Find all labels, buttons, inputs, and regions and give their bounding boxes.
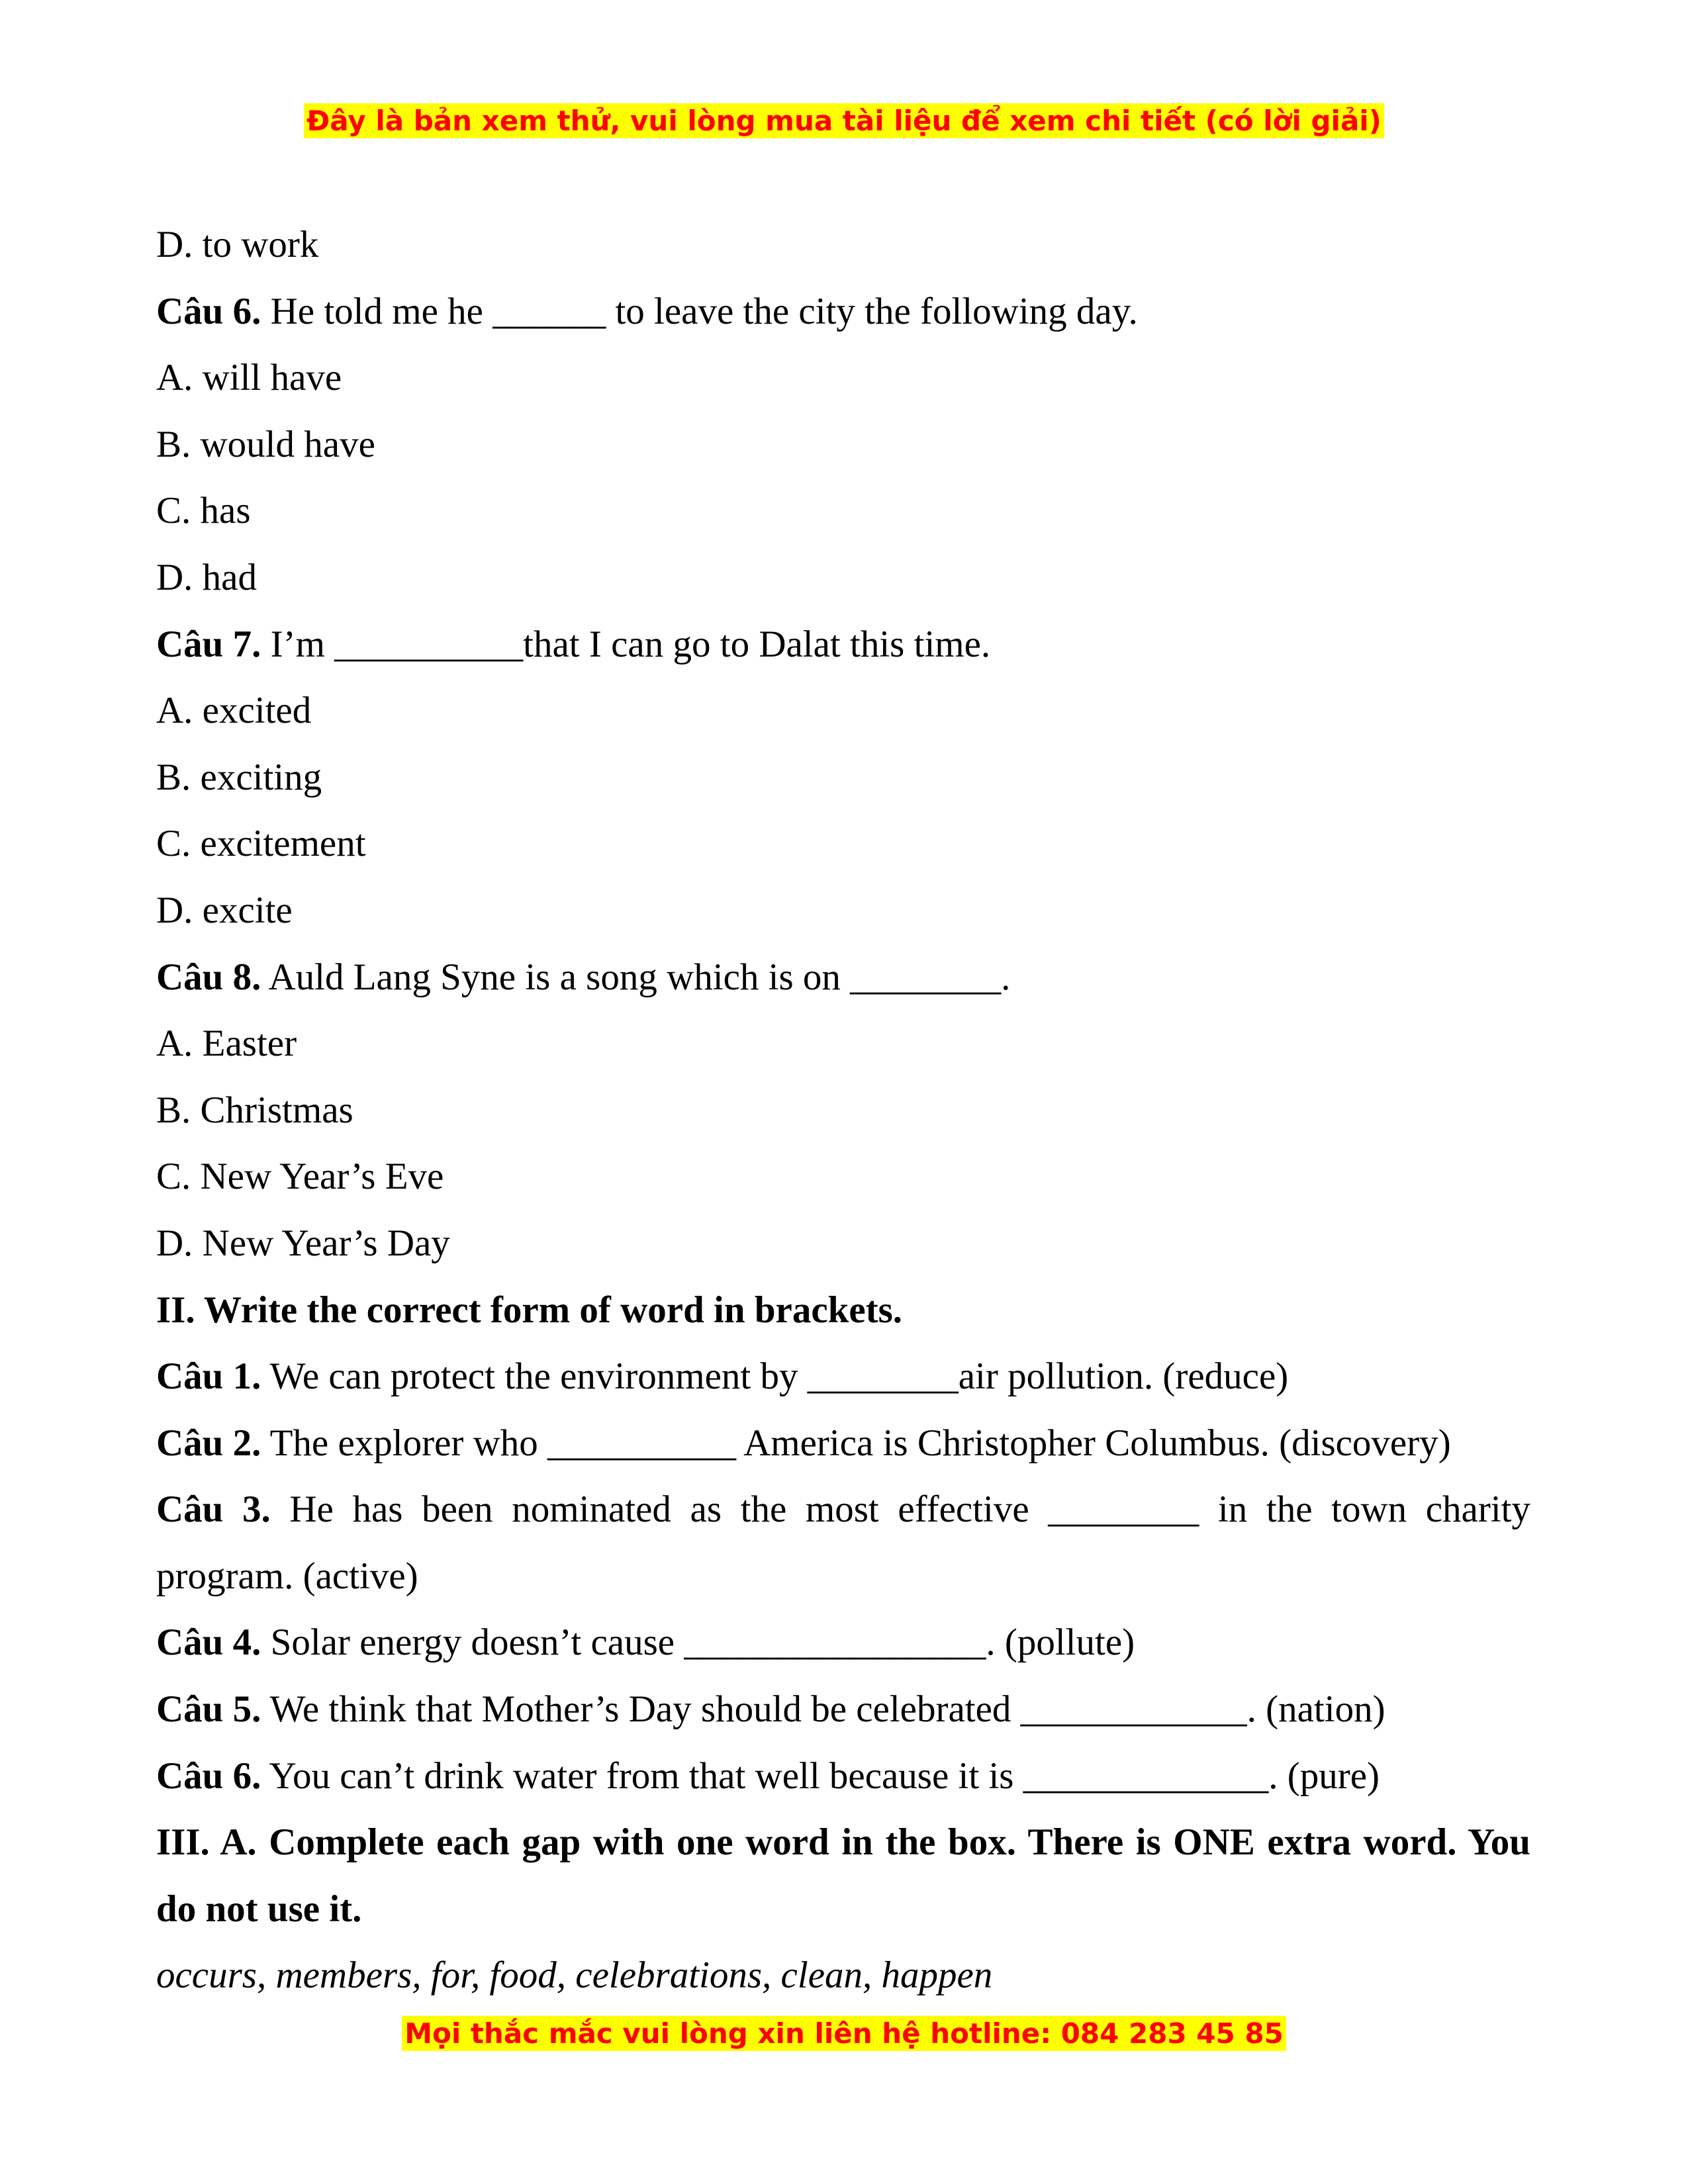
question-text: We think that Mother’s Day should be celebrated ____________. (nation)	[261, 1688, 1385, 1731]
section-2-question-1	[156, 1343, 1530, 1410]
question-label: Câu 2.	[156, 1422, 261, 1464]
section-3-heading-continued: do not use it.	[156, 1888, 362, 1930]
section-2-question-4	[156, 1610, 1530, 1676]
section-2-question-5	[156, 1676, 1530, 1743]
q8-option-c: C. New Year’s Eve	[156, 1156, 444, 1198]
question-label: Câu 8.	[156, 956, 261, 998]
hotline-notice-banner	[0, 2015, 1688, 2052]
q8-option-b: B. Christmas	[156, 1089, 353, 1131]
q6-option-b: B. would have	[156, 423, 375, 465]
q6-option-c: C. has	[156, 490, 251, 532]
question-8	[156, 944, 1530, 1011]
question-text: Auld Lang Syne is a song which is on ________.	[261, 956, 1011, 998]
document-body	[156, 212, 1530, 2009]
question-label: Câu 3.	[156, 1488, 271, 1531]
question-label: Câu 5.	[156, 1688, 261, 1731]
section-2-heading: II. Write the correct form of word in brackets.	[156, 1289, 903, 1331]
question-text: Solar energy doesn’t cause ________________. (pollute)	[261, 1621, 1135, 1664]
section-2-question-6	[156, 1743, 1530, 1810]
q8-option-d: D. New Year’s Day	[156, 1222, 450, 1264]
q7-option-a: A. excited	[156, 690, 312, 732]
question-label: Câu 1.	[156, 1355, 261, 1398]
q7-option-d: D. excite	[156, 889, 293, 931]
question-7	[156, 612, 1530, 678]
section-2-question-3-continued: program. (active)	[156, 1555, 418, 1597]
option-d-previous: D. to work	[156, 224, 319, 265]
question-text: We can protect the environment by ________air pollution. (reduce)	[261, 1355, 1289, 1398]
question-text: He has been nominated as the most effective ________ in the town charity	[270, 1488, 1530, 1531]
q7-option-b: B. exciting	[156, 756, 322, 798]
q8-option-a: A. Easter	[156, 1023, 297, 1065]
q6-option-d: D. had	[156, 556, 257, 598]
section-2-question-2	[156, 1410, 1530, 1477]
preview-notice-text: Đây là bản xem thử, vui lòng mua tài liệu để xem chi tiết (có lời giải)	[304, 103, 1384, 138]
question-label: Câu 7.	[156, 623, 261, 665]
question-text: The explorer who __________ America is Christopher Columbus. (discovery)	[261, 1422, 1451, 1464]
q6-option-a: A. will have	[156, 357, 342, 399]
question-label: Câu 6.	[156, 290, 261, 332]
question-6	[156, 279, 1530, 345]
question-label: Câu 6.	[156, 1754, 261, 1797]
preview-notice-banner	[0, 103, 1688, 140]
question-text: He told me he ______ to leave the city the following day.	[261, 290, 1138, 332]
question-text: You can’t drink water from that well because it is _____________. (pure)	[261, 1754, 1380, 1797]
hotline-notice-text: Mọi thắc mắc vui lòng xin liên hệ hotline: 084 283 45 85	[402, 2016, 1286, 2051]
section-3-heading: III. A. Complete each gap with one word in the box. There is ONE extra word. You	[156, 1821, 1530, 1864]
word-box: occurs, members, for, food, celebrations, clean, happen	[156, 1954, 993, 1997]
question-text: I’m __________that I can go to Dalat this time.	[261, 623, 991, 665]
question-label: Câu 4.	[156, 1621, 261, 1664]
q7-option-c: C. excitement	[156, 823, 366, 865]
section-2-question-3	[156, 1477, 1530, 1543]
